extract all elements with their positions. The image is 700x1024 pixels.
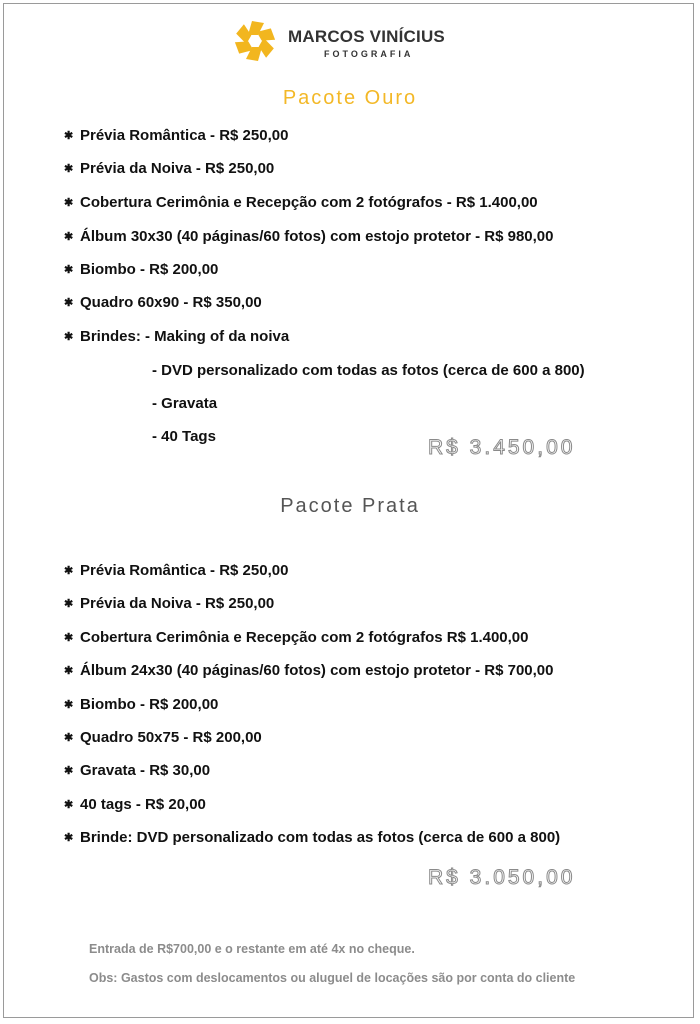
list-item: ✱ Brinde: DVD personalizado com todas as fotos (cerca de 600 a 800) [64,829,561,846]
list-item: ✱ 40 tags - R$ 20,00 [64,796,206,813]
bullet-icon: ✱ [64,163,74,175]
brand-logo [232,18,462,66]
list-item: ✱ Biombo - R$ 200,00 [64,261,219,278]
list-item: ✱ Álbum 30x30 (40 páginas/60 fotos) com estojo protetor - R$ 980,00 [64,228,554,245]
list-item: ✱ Brindes: - Making of da noiva [64,328,290,345]
bullet-icon: ✱ [64,665,74,677]
payment-note: Entrada de R$700,00 e o restante em até 4x no cheque. [89,942,415,956]
package-title-ouro: Pacote Ouro [282,87,418,109]
bullet-icon: ✱ [64,799,74,811]
bullet-icon: ✱ [64,598,74,610]
list-item: ✱ Prévia Romântica - R$ 250,00 [64,562,289,579]
package-total-ouro: R$ 3.450,00 [428,436,576,459]
bullet-icon: ✱ [64,565,74,577]
gift-item: - 40 Tags [152,428,216,445]
bullet-icon: ✱ [64,130,74,142]
bullet-icon: ✱ [64,732,74,744]
gift-item: - Gravata [152,395,218,412]
bullet-icon: ✱ [64,331,74,343]
observation-note: Obs: Gastos com deslocamentos ou aluguel de locações são por conta do cliente [89,971,576,985]
aperture-icon [232,18,278,64]
bullet-icon: ✱ [64,264,74,276]
list-item: ✱ Álbum 24x30 (40 páginas/60 fotos) com estojo protetor - R$ 700,00 [64,662,554,679]
gift-item: - DVD personalizado com todas as fotos (cerca de 600 a 800) [152,362,585,379]
bullet-icon: ✱ [64,197,74,209]
brand-name: MARCOS VINÍCIUS [288,27,445,46]
list-item: ✱ Prévia da Noiva - R$ 250,00 [64,595,275,612]
package-title-prata: Pacote Prata [280,495,420,517]
list-item: ✱ Quadro 60x90 - R$ 350,00 [64,294,262,311]
bullet-icon: ✱ [64,297,74,309]
bullet-icon: ✱ [64,832,74,844]
bullet-icon: ✱ [64,699,74,711]
brand-subtitle: FOTOGRAFIA [324,49,414,59]
bullet-icon: ✱ [64,632,74,644]
list-item: ✱ Quadro 50x75 - R$ 200,00 [64,729,262,746]
list-item: ✱ Cobertura Cerimônia e Recepção com 2 fotógrafos R$ 1.400,00 [64,629,529,646]
list-item: ✱ Biombo - R$ 200,00 [64,696,219,713]
list-item: ✱ Prévia da Noiva - R$ 250,00 [64,160,275,177]
bullet-icon: ✱ [64,765,74,777]
bullet-icon: ✱ [64,231,74,243]
list-item: ✱ Prévia Romântica - R$ 250,00 [64,127,289,144]
list-item: ✱ Gravata - R$ 30,00 [64,762,211,779]
list-item: ✱ Cobertura Cerimônia e Recepção com 2 fotógrafos - R$ 1.400,00 [64,194,538,211]
package-total-prata: R$ 3.050,00 [428,866,576,889]
